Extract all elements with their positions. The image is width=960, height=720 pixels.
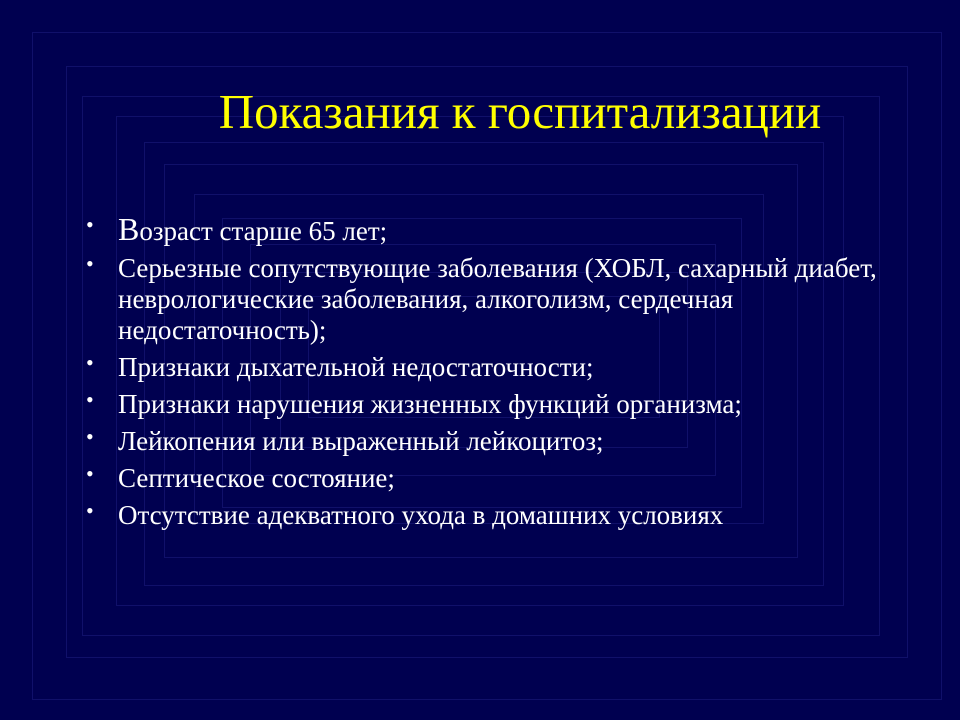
bullet-text: Признаки дыхательной недостаточности;	[118, 352, 594, 382]
bullet-icon: •	[86, 498, 94, 523]
bullet-text: озраст старше 65 лет;	[139, 216, 388, 246]
bullet-item	[80, 211, 900, 247]
bullet-icon: •	[86, 387, 94, 412]
bullet-text: Септическое состояние;	[118, 463, 395, 493]
bullet-item	[80, 426, 900, 457]
bullet-lead-letter: В	[118, 211, 140, 247]
bullet-icon: •	[86, 251, 94, 276]
slide-title: Показания к госпитализации	[218, 84, 822, 139]
bullet-item	[80, 253, 900, 346]
bullet-item	[80, 389, 900, 420]
bullet-list	[80, 211, 900, 537]
bullet-item	[80, 500, 900, 531]
bullet-icon: •	[86, 461, 94, 486]
bullet-icon: •	[86, 212, 94, 237]
bullet-item	[80, 463, 900, 494]
bullet-text: Признаки нарушения жизненных функций организма;	[118, 389, 742, 419]
bullet-text: Отсутствие адекватного ухода в домашних условиях	[118, 500, 724, 530]
bullet-item	[80, 352, 900, 383]
bullet-text: Лейкопения или выраженный лейкоцитоз;	[118, 426, 604, 456]
bullet-icon: •	[86, 350, 94, 375]
bullet-icon: •	[86, 424, 94, 449]
bullet-text: Серьезные сопутствующие заболевания (ХОБЛ, сахарный диабет, неврологические заболевания, алкоголизм, сердечная недостаточность);	[118, 253, 877, 345]
